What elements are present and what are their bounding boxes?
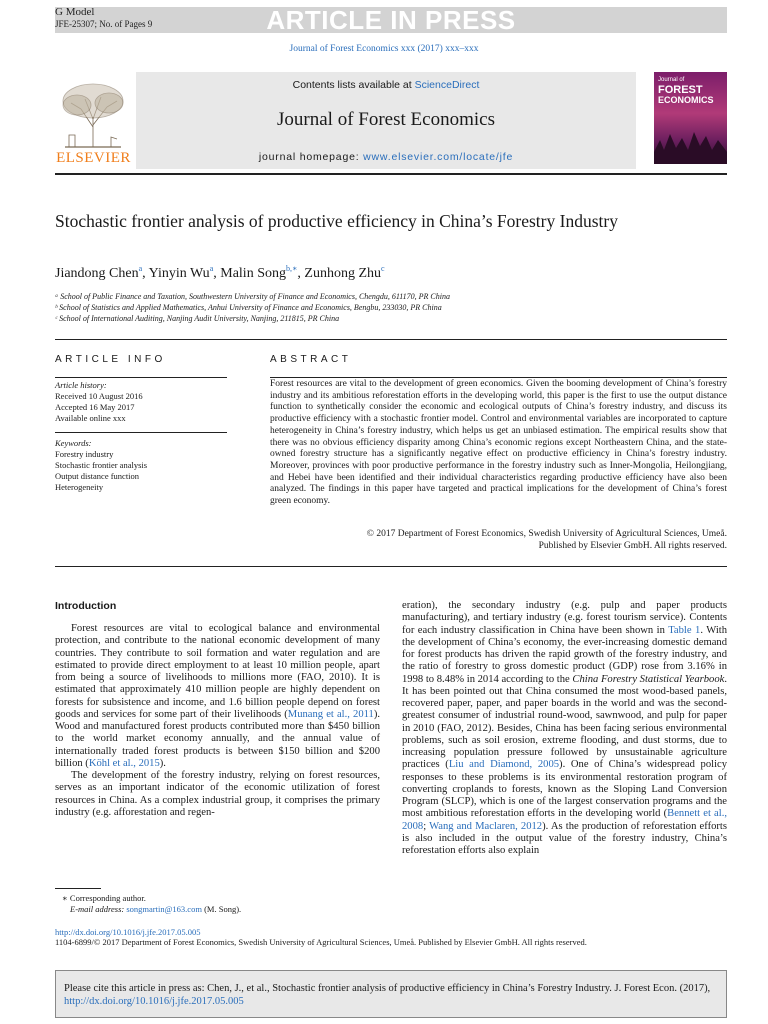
cite-prefix: Please cite this article in press as: Chen, J., et al., Stochastic frontier analysis of productive efficiency in China’s Forestry Industry. J. Forest Econ. (2017), <box>64 983 711 994</box>
contents-line <box>136 79 636 91</box>
table-link[interactable]: Table 1 <box>668 624 701 636</box>
section-rule <box>55 339 727 340</box>
email-suffix: (M. Song). <box>201 904 242 914</box>
corresponding-author-note: ∗ Corresponding author. <box>62 893 146 903</box>
citation-link[interactable]: Liu and Diamond, 2005 <box>448 759 560 771</box>
received-date: Received 10 August 2016 <box>55 391 143 401</box>
sciencedirect-link[interactable]: ScienceDirect <box>414 79 480 91</box>
header-rule <box>55 173 727 175</box>
author-list <box>55 264 385 282</box>
article-in-press-bar <box>55 7 727 33</box>
cover-line3: ECONOMICS <box>658 95 714 105</box>
author-name: Malin Song <box>220 266 286 281</box>
citation-link[interactable]: Köhl et al., 2015 <box>88 757 160 769</box>
author-affil-marker[interactable]: c <box>381 264 385 273</box>
paragraph <box>55 623 380 770</box>
keyword-item: Heterogeneity <box>55 482 104 492</box>
abstract-copyright: © 2017 Department of Forest Economics, Swedish University of Agricultural Sciences, Umeå. <box>366 529 727 539</box>
body-text: ; <box>423 820 430 832</box>
author-name: Zunhong Zhu <box>304 266 382 281</box>
history-label: Article history: <box>55 380 107 390</box>
doi-link[interactable]: http://dx.doi.org/10.1016/j.jfe.2017.05.005 <box>55 927 201 937</box>
email-line <box>70 904 241 914</box>
abstract-rule <box>270 377 727 378</box>
body-text: . With the development of China’s economy, the ever-increasing domestic demand for forest products has driven the rapid growth of the forestry industry, and the ratio of forestry to gross domestic product (GDP) rose from 3.16% in 1998 to 8.48% in 2014 according to the <box>402 624 727 685</box>
affiliation-c: ᶜ School of International Auditing, Nanjing Audit University, Nanjing, 211815, PR China <box>55 314 340 323</box>
keywords-label: Keywords: <box>55 438 92 448</box>
keyword-item: Stochastic frontier analysis <box>55 460 148 470</box>
online-date: Available online xxx <box>55 413 126 423</box>
affiliation-a: ᵃ School of Public Finance and Taxation, Southwestern University of Finance and Economics, Chengdu, 611170, PR China <box>55 292 450 301</box>
author-affil-marker[interactable]: b,∗ <box>285 264 298 273</box>
keyword-item: Output distance function <box>55 471 140 481</box>
paper-title: Stochastic frontier analysis of productive efficiency in China’s Forestry Industry <box>55 211 618 231</box>
body-right-column <box>402 600 727 857</box>
author-separator: , <box>297 266 305 281</box>
cover-line2: FOREST <box>658 84 703 96</box>
email-label: E-mail address: <box>70 904 127 914</box>
journal-masthead <box>136 72 636 169</box>
cite-text <box>64 982 720 1008</box>
body-text: ). As the production of reforestation efforts is also included in the output value of the forestry industry, China’s reforestation efforts also explain <box>402 820 727 856</box>
abstract-text: Forest resources are vital to the development of green economics. Given the booming development of China’s forestry industry and its ambitious reforestation efforts in the developing world, this paper is the first to use the output distance function to synthetically consider the economic and ecological outputs of China’s forestry industry, and discuss its productive efficiency with a stochastic frontier model. Control and environmental variables are incorporated to capture heterogeneity in China’s forestry industry, which helps us get an unbiased estimation. The empirical results show that there was no obvious efficiency disparity among China’s economic regions except Northeastern China, and the state-owned forestry structure has a significantly negative effect on productive efficiency in China’s forestry industry. Moreover, provinces with poor productive performance in the forestry industry such as Inner-Mongolia, Heilongjiang, and Hebei have been identified and their individual characteristics regarding productive efficiency have also been analyzed. The findings in this paper have targeted and practical implications for the development of China’s forest green economy. <box>270 379 727 507</box>
cover-line1: Journal of <box>658 77 685 83</box>
homepage-link[interactable]: www.elsevier.com/locate/jfe <box>363 151 514 163</box>
abstract-publisher: Published by Elsevier GmbH. All rights reserved. <box>538 541 727 551</box>
journal-cover-thumbnail[interactable] <box>654 72 727 164</box>
author-affil-marker[interactable]: a <box>209 264 214 273</box>
introduction-heading: Introduction <box>55 600 117 612</box>
body-text: eration), the secondary industry (e.g. pulp and paper products manufacturing), and tertiary industry (e.g. forest tourism service). Contents for each industry classification in China have been shown in <box>402 600 727 636</box>
accepted-date: Accepted 16 May 2017 <box>55 402 135 412</box>
contents-prefix: Contents lists available at <box>292 79 415 91</box>
body-text: Forest resources are vital to ecological balance and environmental protection, and contribute to the national economic development of many countries. They contribute to soil formation and water regulation and are estimated to provide direct employment to at least 10 million people, apart from being a source of livelihoods to millions more (FAO, 2010). It is estimated that approximately 410 million people are highly dependent on forests for subsistence and income, and 1.6 billion people depend on forest goods and services for some part of their livelihoods ( <box>55 623 380 720</box>
paragraph: The development of the forestry industry, relying on forest resources, serves as an important indicator of the economic utilization of forest resources in China. As a complex industrial group, it comprises the primary industry (e.g. afforestation and regen- <box>55 770 380 818</box>
abstract-heading: ABSTRACT <box>270 354 352 365</box>
author-separator: , <box>142 266 149 281</box>
cover-title <box>658 76 714 105</box>
press-label: ARTICLE IN PRESS <box>266 5 516 35</box>
author-separator: , <box>213 266 221 281</box>
elsevier-wordmark: ELSEVIER <box>56 150 131 166</box>
article-info-heading: ARTICLE INFO <box>55 354 166 365</box>
citation-link[interactable]: Bennett et al., 2008 <box>402 808 727 832</box>
g-model-label: G Model <box>55 6 95 18</box>
body-left-column <box>55 623 380 819</box>
homepage-prefix: journal homepage: <box>258 151 364 163</box>
homepage-line <box>136 151 636 163</box>
author-name: Jiandong Chen <box>55 266 139 281</box>
footnote-rule <box>55 888 101 889</box>
cite-this-article-box <box>55 970 727 1018</box>
citation-link[interactable]: Munang et al., 2011 <box>287 708 374 720</box>
body-text: ). One of China’s widespread policy responses to these problems is its environmental restoration program of converting croplands to forests, known as the Sloping Land Conversion Program (SLCP), which is one of the largest conservation programs and the most ambitious reforestation efforts in the developing world ( <box>402 759 728 820</box>
body-text-italic: China Forestry Statistical Yearbook <box>572 673 725 685</box>
article-info-rule <box>55 377 227 378</box>
article-id: JFE-25307; No. of Pages 9 <box>55 19 153 29</box>
cite-doi-link[interactable]: http://dx.doi.org/10.1016/j.jfe.2017.05.005 <box>64 996 244 1007</box>
abstract-bottom-rule <box>55 566 727 567</box>
body-text: ). Wood and manufactured forest products contributed more than $450 billion to the world market economy annually, and the annual value of internationally traded forest products is between $150 billion and $200 billion ( <box>55 708 380 769</box>
issn-copyright: 1104-6899/© 2017 Department of Forest Economics, Swedish University of Agricultural Sciences, Umeå. Published by Elsevier GmbH. All rights reserved. <box>55 937 587 947</box>
citation-link[interactable]: Wang and Maclaren, 2012 <box>429 820 543 832</box>
body-text: . It has been pointed out that China consumed the most wood-based panels, recovered paper, paper, and paper boards in the world and was the second-greatest consumer of industrial round-wood, sawnwood, and pulp for paper in 2010 (FAO, 2012). Besides, China has been facing serious environmental problems, such as soil erosion, extreme flooding, and dust storms, due to increasing population pressure followed by unsustainable agriculture practices ( <box>402 673 727 771</box>
journal-reference-link[interactable]: Journal of Forest Economics xxx (2017) xxx–xxx <box>289 44 479 54</box>
affiliation-b: ᵇ School of Statistics and Applied Mathematics, Anhui University of Finance and Economics, Bengbu, 233030, PR China <box>55 303 442 312</box>
cover-forest-art <box>654 122 727 164</box>
keywords-rule <box>55 432 227 433</box>
body-text: ). <box>159 757 166 769</box>
author-affil-marker[interactable]: a <box>138 264 143 273</box>
email-link[interactable]: songmartin@163.com <box>126 904 202 914</box>
keyword-item: Forestry industry <box>55 449 114 459</box>
author-name: Yinyin Wu <box>148 266 210 281</box>
journal-title: Journal of Forest Economics <box>277 109 495 130</box>
